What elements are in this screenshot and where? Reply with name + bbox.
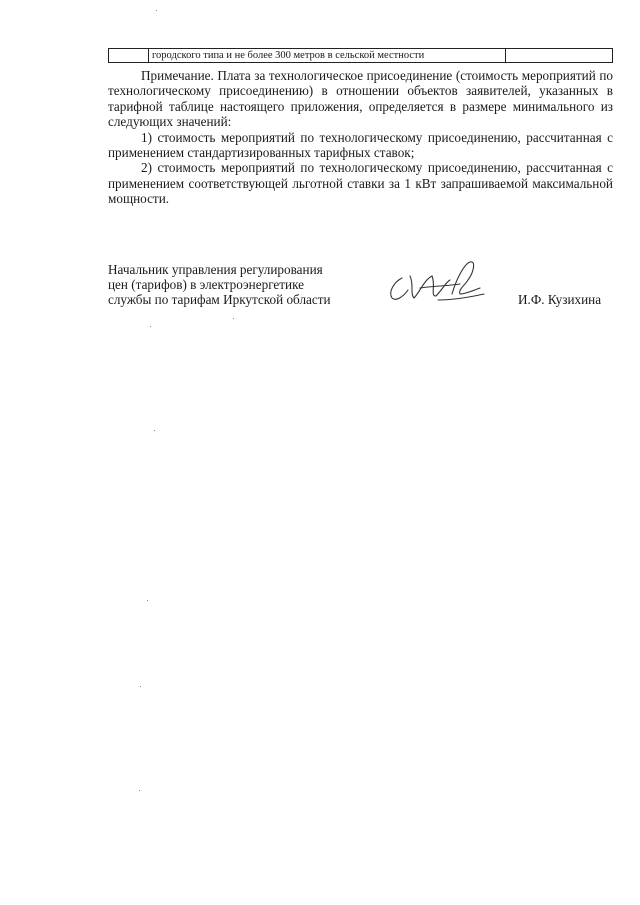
position-line-3: службы по тарифам Иркутской области [108,292,331,307]
scan-speck [233,318,234,319]
scan-speck [156,10,157,11]
position-line-1: Начальник управления регулирования [108,262,323,277]
note-item-2: 2) стоимость мероприятий по технологическому присоединению, рассчитанная с применением соответствующей льготной ставки за 1 кВт запрашиваемой максимальной мощности. [108,160,613,207]
note-paragraph: Примечание. Плата за технологическое присоединение (стоимость мероприятий по технологическому присоединению) в отношении объектов заявителей, указанных в тарифной таблице настоящего приложения, определяется в размере минимального из следующих значений: [108,68,613,130]
table-cell-description: городского типа и не более 300 метров в сельской местности [149,49,506,63]
note-section [108,68,613,207]
scan-speck [140,686,141,687]
table-cell-number [109,49,149,63]
scan-speck [154,430,155,431]
signer-name: И.Ф. Кузихина [518,292,602,307]
note-item-1: 1) стоимость мероприятий по технологическому присоединению, рассчитанная с применением стандартизированных тарифных ставок; [108,129,613,161]
tariff-table-fragment [108,48,613,63]
table-row [109,49,613,63]
table-cell-value [506,49,613,63]
scan-speck [147,600,148,601]
position-line-2: цен (тарифов) в электроэнергетике [108,277,305,292]
signatory-position [108,262,368,307]
scan-speck [139,790,140,791]
scan-speck [150,326,151,327]
handwritten-signature [380,256,490,312]
